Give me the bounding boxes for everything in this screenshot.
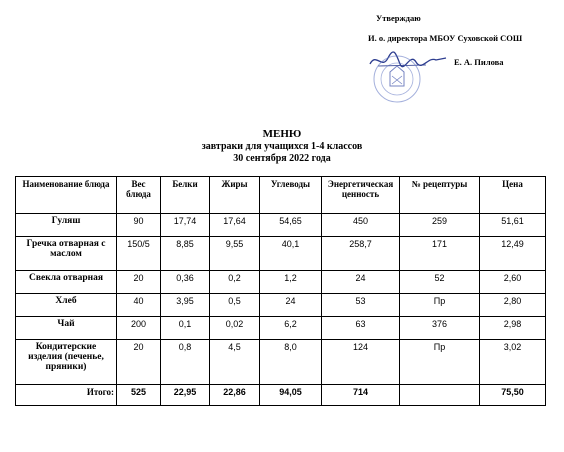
dish-protein: 17,74 bbox=[161, 214, 210, 237]
table-row bbox=[16, 271, 546, 294]
column-header-recipe: № рецептуры bbox=[400, 177, 480, 214]
dish-recipe: 52 bbox=[400, 271, 480, 294]
column-header-protein: Белки bbox=[161, 177, 210, 214]
dish-price: 12,49 bbox=[480, 237, 546, 271]
table-row bbox=[16, 214, 546, 237]
dish-carbs: 6,2 bbox=[260, 317, 322, 340]
dish-carbs: 1,2 bbox=[260, 271, 322, 294]
dish-fat: 9,55 bbox=[210, 237, 260, 271]
column-header-carbs: Углеводы bbox=[260, 177, 322, 214]
total-row bbox=[16, 385, 546, 406]
dish-recipe: 259 bbox=[400, 214, 480, 237]
approval-title: Утверждаю bbox=[376, 13, 421, 23]
total-carbs: 94,05 bbox=[260, 385, 322, 406]
total-price: 75,50 bbox=[480, 385, 546, 406]
table-row bbox=[16, 237, 546, 271]
total-weight: 525 bbox=[117, 385, 161, 406]
column-header-price: Цена bbox=[480, 177, 546, 214]
dish-protein: 0,8 bbox=[161, 340, 210, 385]
table-row bbox=[16, 317, 546, 340]
dish-price: 2,98 bbox=[480, 317, 546, 340]
dish-energy: 258,7 bbox=[322, 237, 400, 271]
dish-carbs: 8,0 bbox=[260, 340, 322, 385]
dish-fat: 0,2 bbox=[210, 271, 260, 294]
dish-fat: 0,02 bbox=[210, 317, 260, 340]
table-header-row bbox=[16, 177, 546, 214]
dish-carbs: 24 bbox=[260, 294, 322, 317]
dish-name: Гуляш bbox=[16, 214, 117, 237]
dish-name: Гречка отварная с маслом bbox=[16, 237, 117, 271]
dish-recipe: 171 bbox=[400, 237, 480, 271]
total-fat: 22,86 bbox=[210, 385, 260, 406]
table-row bbox=[16, 340, 546, 385]
stamp-image bbox=[372, 52, 422, 106]
dish-energy: 450 bbox=[322, 214, 400, 237]
dish-name: Кондитерские изделия (печенье, пряники) bbox=[16, 340, 117, 385]
dish-energy: 63 bbox=[322, 317, 400, 340]
dish-name: Чай bbox=[16, 317, 117, 340]
approval-signer: Е. А. Пилова bbox=[454, 57, 504, 67]
menu-table bbox=[15, 176, 546, 406]
approval-position: И. о. директора МБОУ Суховской СОШ bbox=[368, 33, 523, 43]
dish-weight: 200 bbox=[117, 317, 161, 340]
dish-recipe: 376 bbox=[400, 317, 480, 340]
dish-weight: 150/5 bbox=[117, 237, 161, 271]
total-energy: 714 bbox=[322, 385, 400, 406]
menu-title: МЕНЮ bbox=[262, 128, 302, 140]
dish-fat: 4,5 bbox=[210, 340, 260, 385]
total-protein: 22,95 bbox=[161, 385, 210, 406]
dish-protein: 3,95 bbox=[161, 294, 210, 317]
table-row bbox=[16, 294, 546, 317]
dish-carbs: 54,65 bbox=[260, 214, 322, 237]
dish-fat: 0,5 bbox=[210, 294, 260, 317]
dish-weight: 40 bbox=[117, 294, 161, 317]
menu-date: 30 сентября 2022 года bbox=[233, 153, 331, 164]
dish-protein: 8,85 bbox=[161, 237, 210, 271]
menu-subtitle: завтраки для учащихся 1-4 классов bbox=[201, 141, 363, 152]
column-header-name: Наименование блюда bbox=[16, 177, 117, 214]
dish-protein: 0,36 bbox=[161, 271, 210, 294]
dish-energy: 53 bbox=[322, 294, 400, 317]
dish-recipe: Пр bbox=[400, 294, 480, 317]
column-header-energy: Энергетическая ценность bbox=[322, 177, 400, 214]
dish-price: 2,80 bbox=[480, 294, 546, 317]
dish-energy: 124 bbox=[322, 340, 400, 385]
dish-weight: 20 bbox=[117, 340, 161, 385]
dish-protein: 0,1 bbox=[161, 317, 210, 340]
dish-energy: 24 bbox=[322, 271, 400, 294]
total-label: Итого: bbox=[16, 385, 117, 406]
dish-carbs: 40,1 bbox=[260, 237, 322, 271]
dish-price: 51,61 bbox=[480, 214, 546, 237]
dish-name: Свекла отварная bbox=[16, 271, 117, 294]
dish-fat: 17,64 bbox=[210, 214, 260, 237]
dish-weight: 20 bbox=[117, 271, 161, 294]
dish-weight: 90 bbox=[117, 214, 161, 237]
dish-price: 2,60 bbox=[480, 271, 546, 294]
dish-recipe: Пр bbox=[400, 340, 480, 385]
column-header-fat: Жиры bbox=[210, 177, 260, 214]
total-recipe bbox=[400, 385, 480, 406]
dish-price: 3,02 bbox=[480, 340, 546, 385]
column-header-weight: Вес блюда bbox=[117, 177, 161, 214]
dish-name: Хлеб bbox=[16, 294, 117, 317]
